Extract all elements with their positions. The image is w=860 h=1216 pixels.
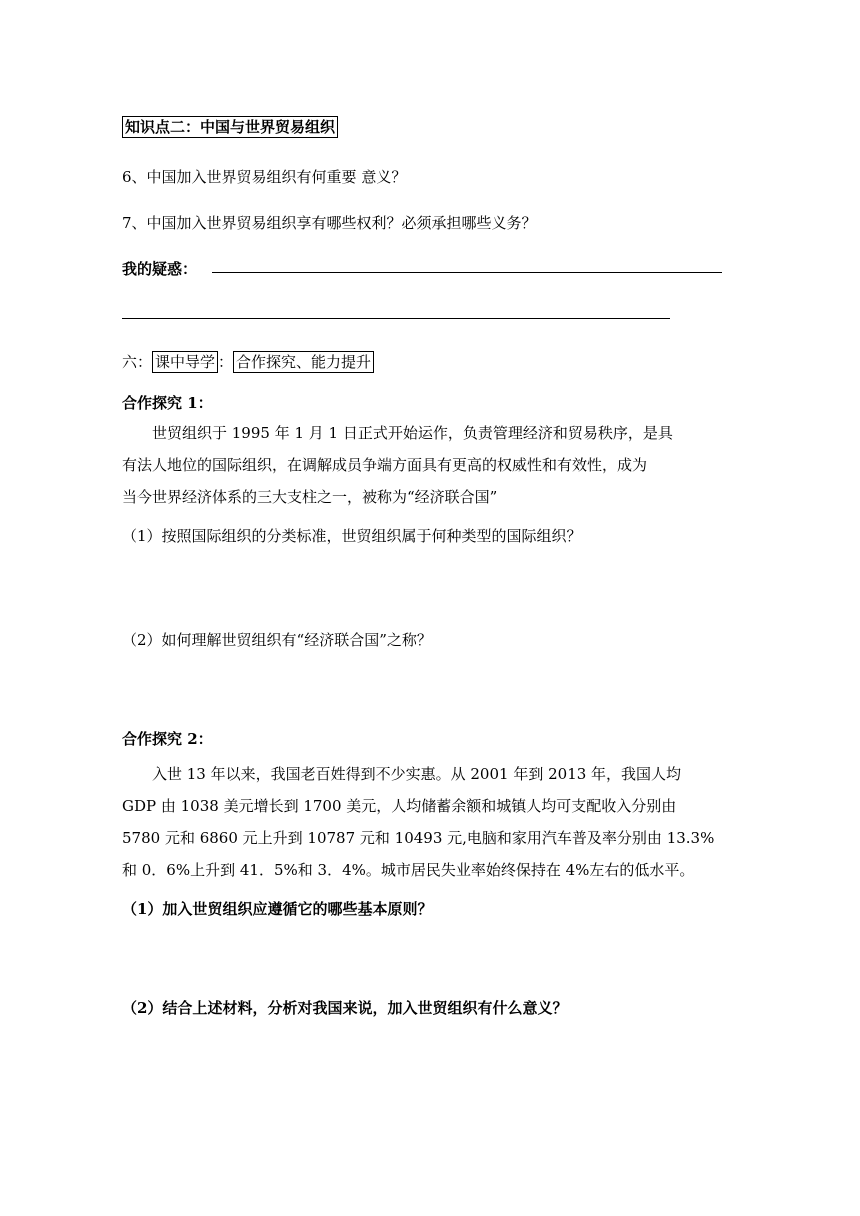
section-6-box-guide: 课中导学 bbox=[152, 351, 218, 373]
explore-1-material bbox=[122, 417, 746, 513]
material-line: 5780 元和 6860 元上升到 10787 元和 10493 元,电脑和家用汽车普及率分别由 13.3% bbox=[122, 829, 715, 847]
question-7: 7、中国加入世界贸易组织享有哪些权利？必须承担哪些义务？ bbox=[122, 214, 537, 232]
material-line: 有法人地位的国际组织，在调解成员争端方面具有更高的权威性和有效性，成为 bbox=[122, 456, 648, 474]
question-6: 6、中国加入世界贸易组织有何重要 意义？ bbox=[122, 168, 407, 186]
explore-2-title: 合作探究 2： bbox=[122, 730, 213, 748]
material-line: GDP 由 1038 美元增长到 1700 美元，人均储蓄余额和城镇人均可支配收入分别由 bbox=[122, 797, 677, 815]
explore-2-question-1: （1）加入世贸组织应遵循它的哪些基本原则？ bbox=[122, 900, 433, 918]
doubt-answer-line-1 bbox=[212, 272, 722, 273]
section-6-heading bbox=[122, 352, 374, 372]
material-line: 世贸组织于 1995 年 1 月 1 日正式开始运作，负责管理经济和贸易秩序，是具 bbox=[152, 424, 673, 442]
doubt-answer-line-2 bbox=[122, 318, 670, 319]
material-line: 入世 13 年以来，我国老百姓得到不少实惠。从 2001 年到 2013 年，我国人均 bbox=[152, 765, 682, 783]
material-line: 和 0．6%上升到 41．5%和 3．4%。城市居民失业率始终保持在 4%左右的低水平。 bbox=[122, 861, 695, 879]
section-6-prefix: 六： bbox=[122, 353, 153, 371]
section-heading-box: 知识点二：中国与世界贸易组织 bbox=[122, 116, 338, 138]
explore-2-question-2: （2）结合上述材料，分析对我国来说，加入世贸组织有什么意义？ bbox=[122, 999, 568, 1017]
section-6-box-explore: 合作探究、能力提升 bbox=[233, 351, 374, 373]
section-6-colon: ： bbox=[218, 353, 234, 371]
explore-1-title: 合作探究 1： bbox=[122, 394, 213, 412]
explore-1-question-2: （2）如何理解世贸组织有“经济联合国”之称？ bbox=[122, 631, 432, 649]
doubt-label: 我的疑惑： bbox=[122, 260, 198, 278]
explore-2-material bbox=[122, 758, 746, 886]
explore-1-question-1: （1）按照国际组织的分类标准，世贸组织属于何种类型的国际组织？ bbox=[122, 527, 582, 545]
material-line: 当今世界经济体系的三大支柱之一，被称为“经济联合国” bbox=[122, 488, 498, 506]
section-heading bbox=[122, 117, 338, 137]
